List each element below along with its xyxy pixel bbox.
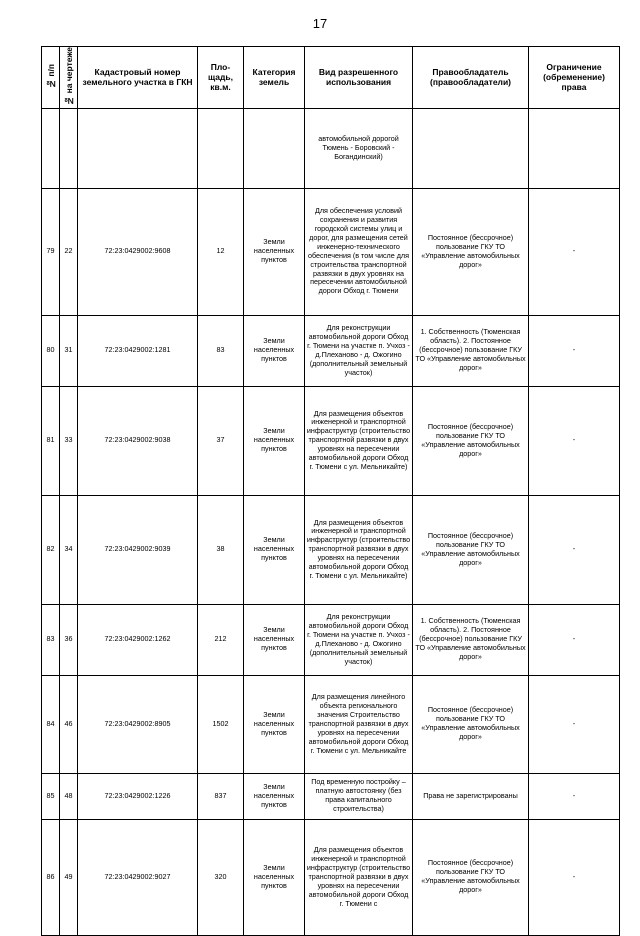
cell-category: Земли населенных пунктов — [244, 819, 305, 935]
cell-owner: 1. Собственность (Тюменская область). 2. Постоянное (бессрочное) пользование ГКУ ТО «Управление автомобильных дорог» — [413, 604, 529, 675]
cell-drawing: 48 — [60, 773, 78, 819]
cell-cadastral: 72:23:0429002:1281 — [78, 315, 198, 386]
table-row — [42, 386, 620, 495]
cell-owner: Постоянное (бессрочное) пользование ГКУ ТО «Управление автомобильных дорог» — [413, 188, 529, 315]
cell-drawing: 34 — [60, 495, 78, 604]
table-row — [42, 315, 620, 386]
cell-num: 80 — [42, 315, 60, 386]
table-row — [42, 604, 620, 675]
cell-cadastral: 72:23:0429002:1226 — [78, 773, 198, 819]
cell-area: 212 — [198, 604, 244, 675]
cell-use: Для реконструкции автомобильной дороги Обход г. Тюмени на участке п. Учхоз - д.Плеханово - д. Ожогино (дополнительный земельный участок) — [305, 315, 413, 386]
cell-area: 83 — [198, 315, 244, 386]
cell-restriction: - — [529, 773, 620, 819]
cell-drawing: 33 — [60, 386, 78, 495]
cell-num: 85 — [42, 773, 60, 819]
cell-category: Земли населенных пунктов — [244, 495, 305, 604]
header-cadastral: Кадастровый номер земельного участка в ГКН — [78, 47, 198, 109]
cell-drawing: 36 — [60, 604, 78, 675]
cell-cadastral: 72:23:0429002:9608 — [78, 188, 198, 315]
cell-drawing: 22 — [60, 188, 78, 315]
header-area: Пло-щадь, кв.м. — [198, 47, 244, 109]
cell-restriction: - — [529, 604, 620, 675]
cell-num: 83 — [42, 604, 60, 675]
cell-restriction: - — [529, 819, 620, 935]
cell-category: Земли населенных пунктов — [244, 773, 305, 819]
cell-drawing: 31 — [60, 315, 78, 386]
table-row — [42, 675, 620, 773]
land-plots-table — [41, 46, 620, 936]
cell-restriction: - — [529, 315, 620, 386]
cell-owner: 1. Собственность (Тюменская область). 2. Постоянное (бессрочное) пользование ГКУ ТО «Управление автомобильных дорог» — [413, 315, 529, 386]
cell-restriction: - — [529, 675, 620, 773]
table-row — [42, 819, 620, 935]
header-restriction: Ограничение (обременение) права — [529, 47, 620, 109]
cell-area: 37 — [198, 386, 244, 495]
cell-restriction: - — [529, 495, 620, 604]
header-category: Категория земель — [244, 47, 305, 109]
table-row-continuation — [42, 108, 620, 188]
cell-num: 81 — [42, 386, 60, 495]
cell-owner: Постоянное (бессрочное) пользование ГКУ ТО «Управление автомобильных дорог» — [413, 386, 529, 495]
cell-cadastral: 72:23:0429002:9038 — [78, 386, 198, 495]
cell-cadastral: 72:23:0429002:9039 — [78, 495, 198, 604]
cell-drawing: 46 — [60, 675, 78, 773]
header-num-on-drawing: № на чертеже — [60, 47, 78, 109]
header-use: Вид разрешенного использования — [305, 47, 413, 109]
cell-drawing — [60, 108, 78, 188]
cell-restriction — [529, 108, 620, 188]
cell-owner: Постоянное (бессрочное) пользование ГКУ ТО «Управление автомобильных дорог» — [413, 495, 529, 604]
cell-num: 86 — [42, 819, 60, 935]
header-num: № п/п — [42, 47, 60, 109]
cell-cadastral: 72:23:0429002:9027 — [78, 819, 198, 935]
cell-use: Для размещения линейного объекта регионального значения Строительство транспортной развязки в двух уровнях на пересечении автомобильной дороги Обход г. Тюмени с ул. Мельникайте — [305, 675, 413, 773]
cell-area: 837 — [198, 773, 244, 819]
cell-cadastral: 72:23:0429002:1262 — [78, 604, 198, 675]
cell-num: 82 — [42, 495, 60, 604]
cell-cadastral: 72:23:0429002:8905 — [78, 675, 198, 773]
cell-use: Для размещения объектов инженерной и транспортной инфраструктур (строительство транспортной развязки в двух уровнях на пересечении автомобильной дороги Обход г. Тюмени с ул. Мельникайте) — [305, 495, 413, 604]
cell-area: 38 — [198, 495, 244, 604]
page-number: 17 — [312, 16, 328, 31]
header-owner: Правообладатель (правообладатели) — [413, 47, 529, 109]
cell-owner: Постоянное (бессрочное) пользование ГКУ ТО «Управление автомобильных дорог» — [413, 819, 529, 935]
cell-num — [42, 108, 60, 188]
cell-category: Земли населенных пунктов — [244, 315, 305, 386]
cell-category — [244, 108, 305, 188]
table-row — [42, 495, 620, 604]
cell-category: Земли населенных пунктов — [244, 386, 305, 495]
cell-restriction: - — [529, 386, 620, 495]
cell-owner: Постоянное (бессрочное) пользование ГКУ ТО «Управление автомобильных дорог» — [413, 675, 529, 773]
cell-drawing: 49 — [60, 819, 78, 935]
cell-area — [198, 108, 244, 188]
cell-restriction: - — [529, 188, 620, 315]
cell-use: Для размещения объектов инженерной и транспортной инфраструктур (строительство транспортной развязки в двух уровнях на пересечении автомобильной дороги Обход г. Тюмени с — [305, 819, 413, 935]
cell-num: 84 — [42, 675, 60, 773]
cell-use: Для реконструкции автомобильной дороги Обход г. Тюмени на участке п. Учхоз - д.Плеханово - д. Ожогино (дополнительный земельный участок) — [305, 604, 413, 675]
cell-category: Земли населенных пунктов — [244, 675, 305, 773]
cell-owner: Права не зарегистрированы — [413, 773, 529, 819]
cell-category: Земли населенных пунктов — [244, 604, 305, 675]
table-row — [42, 773, 620, 819]
cell-cadastral — [78, 108, 198, 188]
cell-num: 79 — [42, 188, 60, 315]
cell-category: Земли населенных пунктов — [244, 188, 305, 315]
table-row — [42, 188, 620, 315]
table-header-row — [42, 47, 620, 109]
cell-area: 320 — [198, 819, 244, 935]
cell-use: автомобильной дорогой Тюмень - Боровский - Богандинский) — [305, 108, 413, 188]
cell-area: 1502 — [198, 675, 244, 773]
cell-use: Для обеспечения условий сохранения и развития городской системы улиц и дорог, для размещения сетей инженерно-технического обеспечения (в том числе для строительства транспортной развязки в двух уровнях на пересечении автомобильной дороги Обход г. Тюмени — [305, 188, 413, 315]
cell-use: Для размещения объектов инженерной и транспортной инфраструктур (строительство транспортной развязки в двух уровнях на пересечении автомобильной дороги Обход г. Тюмени с ул. Мельникайте) — [305, 386, 413, 495]
cell-owner — [413, 108, 529, 188]
cell-use: Под временную постройку – платную автостоянку (без права капитального строительства) — [305, 773, 413, 819]
cell-area: 12 — [198, 188, 244, 315]
